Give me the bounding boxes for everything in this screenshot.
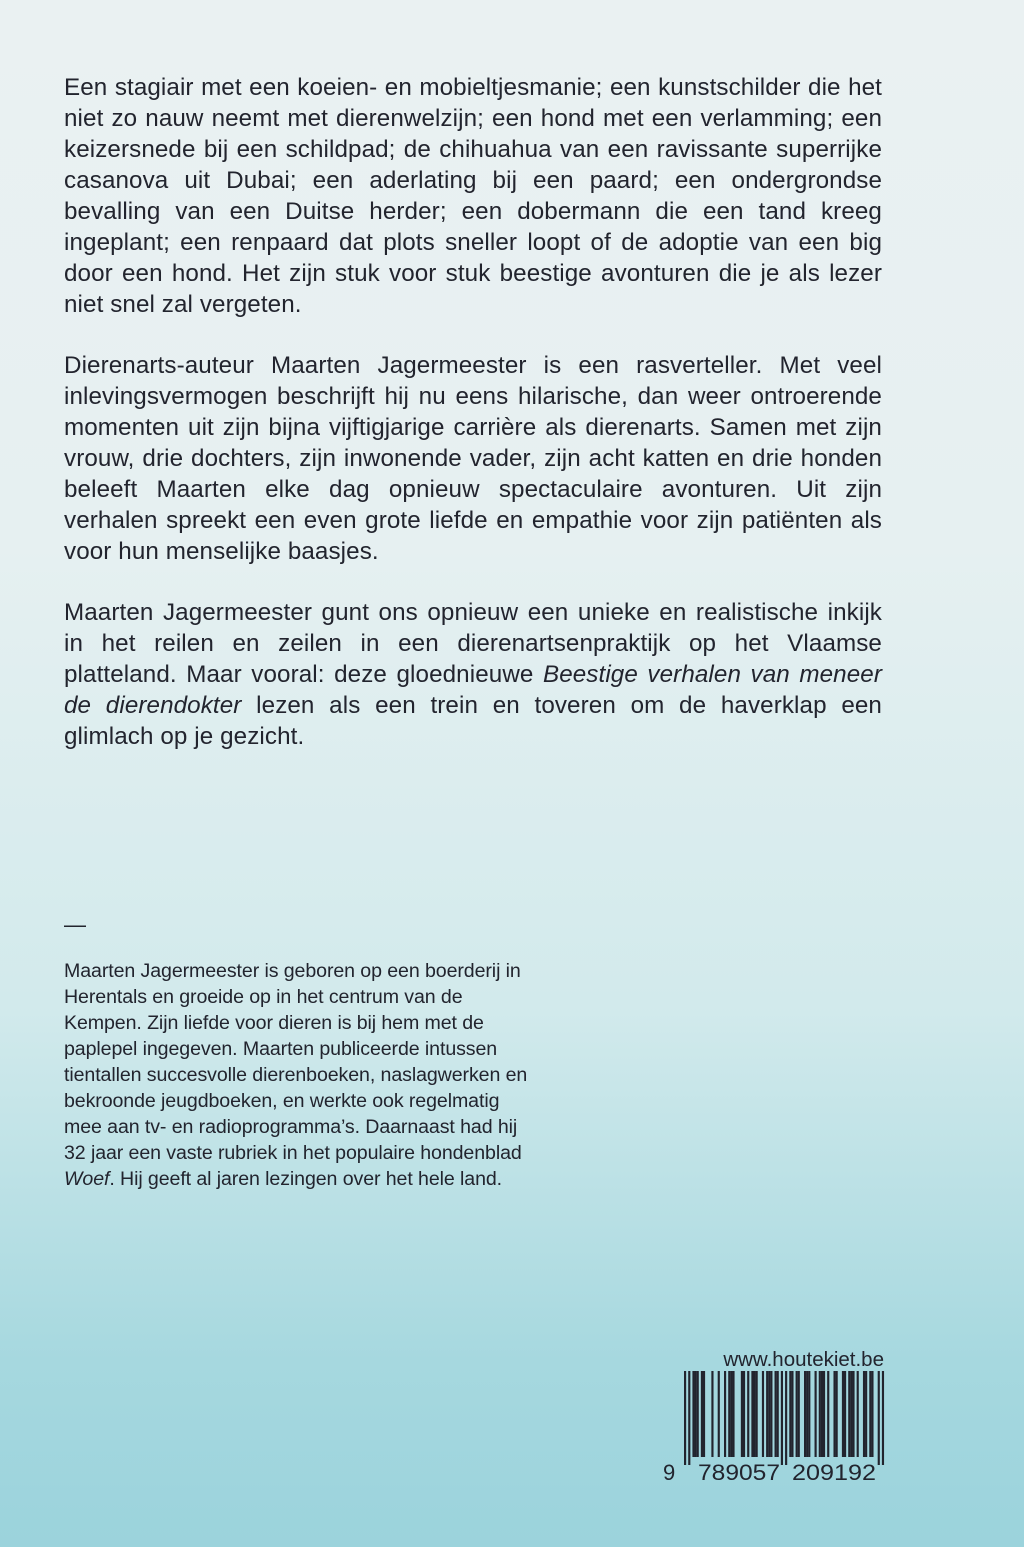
barcode-bar bbox=[766, 1371, 768, 1457]
blurb-p3-text-start: Maarten Jagermeester gunt ons opnieuw een unieke en realistische inkijk in het reilen en zeilen in een dierenartsenpraktijk op het Vlaamse platteland. Maar vooral: deze gloednieuwe bbox=[64, 599, 882, 688]
barcode-bar bbox=[692, 1371, 694, 1457]
barcode-bar bbox=[684, 1371, 686, 1465]
author-bio bbox=[64, 958, 536, 1192]
isbn-digits-right: 209192 bbox=[792, 1460, 876, 1485]
barcode-bar bbox=[863, 1371, 865, 1457]
barcode-bar bbox=[791, 1371, 793, 1457]
publisher-url: www.houtekiet.be bbox=[723, 1348, 884, 1371]
barcode-bar bbox=[796, 1371, 798, 1457]
barcode-bar bbox=[703, 1371, 705, 1457]
barcode-bar bbox=[878, 1371, 880, 1465]
barcode-bar bbox=[688, 1371, 690, 1465]
barcode-bar bbox=[728, 1371, 730, 1457]
author-bio-text-start: Maarten Jagermeester is geboren op een boerderij in Herentals en groeide op in het centrum van de Kempen. Zijn liefde voor dieren is bij hem met de paplepel ingegeven. Maarten publiceerde intussen tientallen succesvolle dierenboeken, naslagwerken en bekroonde jeugdboeken, en werkte ook regelmatig mee aan tv- en radioprogramma’s. Daarnaast had hij 32 jaar een vaste rubriek in het populaire hondenblad bbox=[64, 960, 528, 1164]
section-separator: — bbox=[64, 912, 86, 937]
barcode-bar bbox=[804, 1371, 806, 1457]
book-title: Beestige verhalen van meneer de dierendokter bbox=[64, 661, 882, 719]
barcode-bar bbox=[808, 1371, 810, 1457]
barcode-bar bbox=[857, 1371, 859, 1457]
author-bio-text-end: . Hij geeft al jaren lezingen over het hele land. bbox=[109, 1168, 503, 1190]
barcode-bar bbox=[819, 1371, 821, 1457]
barcode-bar bbox=[718, 1371, 720, 1457]
barcode-bar bbox=[844, 1371, 846, 1457]
magazine-name: Woef bbox=[64, 1168, 110, 1190]
barcode-bar bbox=[781, 1371, 783, 1465]
barcode-bar bbox=[836, 1371, 838, 1457]
barcode-bar bbox=[695, 1371, 697, 1457]
barcode-bar bbox=[815, 1371, 817, 1457]
barcode-bar bbox=[701, 1371, 703, 1457]
barcode-bar bbox=[842, 1371, 844, 1457]
barcode-bar bbox=[848, 1371, 850, 1457]
barcode-bar bbox=[747, 1371, 749, 1457]
barcode-bar bbox=[871, 1371, 873, 1457]
barcode-bar bbox=[743, 1371, 745, 1457]
barcode-bar bbox=[798, 1371, 800, 1457]
barcode-bar bbox=[730, 1371, 732, 1457]
barcode-bar bbox=[768, 1371, 770, 1457]
barcode-bars bbox=[684, 1371, 884, 1465]
barcode-bar bbox=[821, 1371, 823, 1457]
barcode-bar bbox=[775, 1371, 777, 1457]
barcode-bar bbox=[724, 1371, 726, 1457]
barcode-bar bbox=[833, 1371, 835, 1457]
barcode-bar bbox=[756, 1371, 758, 1457]
barcode-bar bbox=[882, 1371, 884, 1465]
isbn-barcode bbox=[663, 1371, 884, 1485]
barcode-bar bbox=[785, 1371, 787, 1465]
blurb-paragraph-2: Dierenarts-auteur Maarten Jagermeester is een rasverteller. Met veel inlevingsvermogen beschrijft hij nu eens hilarische, dan weer ontroerende momenten uit zijn bijna vijftigjarige carrière als dierenarts. Samen met zijn vrouw, drie dochters, zijn inwonende vader, zijn acht katten en drie honden beleeft Maarten elke dag opnieuw spectaculaire avonturen. Uit zijn verhalen spreekt een even grote liefde en empathie voor zijn patiënten als voor hun menselijke baasjes. bbox=[64, 352, 882, 565]
barcode-bar bbox=[762, 1371, 764, 1457]
isbn-digits-left: 789057 bbox=[698, 1460, 780, 1485]
barcode-bar bbox=[732, 1371, 734, 1457]
barcode-bar bbox=[751, 1371, 753, 1457]
barcode-bar bbox=[806, 1371, 808, 1457]
barcode-bar bbox=[850, 1371, 852, 1457]
back-cover-blurb bbox=[64, 72, 882, 782]
barcode-bar bbox=[777, 1371, 779, 1457]
barcode-bar bbox=[823, 1371, 825, 1457]
blurb-p3-text-end: lezen als een trein en toveren om de haverklap een glimlach op je gezicht. bbox=[64, 692, 882, 750]
blurb-paragraph-1: Een stagiair met een koeien- en mobieltjesmanie; een kunstschilder die het niet zo nauw neemt met dierenwelzijn; een hond met een verlamming; een keizersnede bij een schildpad; de chihuahua van een ravissante superrijke casanova uit Dubai; een aderlating bij een paard; een ondergrondse bevalling van een Duitse herder; een dobermann die een tand kreeg ingeplant; een renpaard dat plots sneller loopt of de adoptie van een big door een hond. Het zijn stuk voor stuk beestige avonturen die je als lezer niet snel zal vergeten. bbox=[64, 74, 882, 318]
barcode-bar bbox=[697, 1371, 699, 1457]
barcode-bar bbox=[869, 1371, 871, 1457]
barcode-bar bbox=[711, 1371, 713, 1457]
barcode-bar bbox=[827, 1371, 829, 1457]
barcode-graphic bbox=[663, 1371, 884, 1485]
isbn-prefix-digit: 9 bbox=[663, 1460, 676, 1485]
barcode-bar bbox=[865, 1371, 867, 1457]
barcode-bar bbox=[789, 1371, 791, 1457]
barcode-bar bbox=[741, 1371, 743, 1457]
barcode-bar bbox=[852, 1371, 854, 1457]
barcode-bar bbox=[753, 1371, 755, 1457]
blurb-paragraph-3 bbox=[64, 597, 882, 752]
barcode-bar bbox=[770, 1371, 772, 1457]
